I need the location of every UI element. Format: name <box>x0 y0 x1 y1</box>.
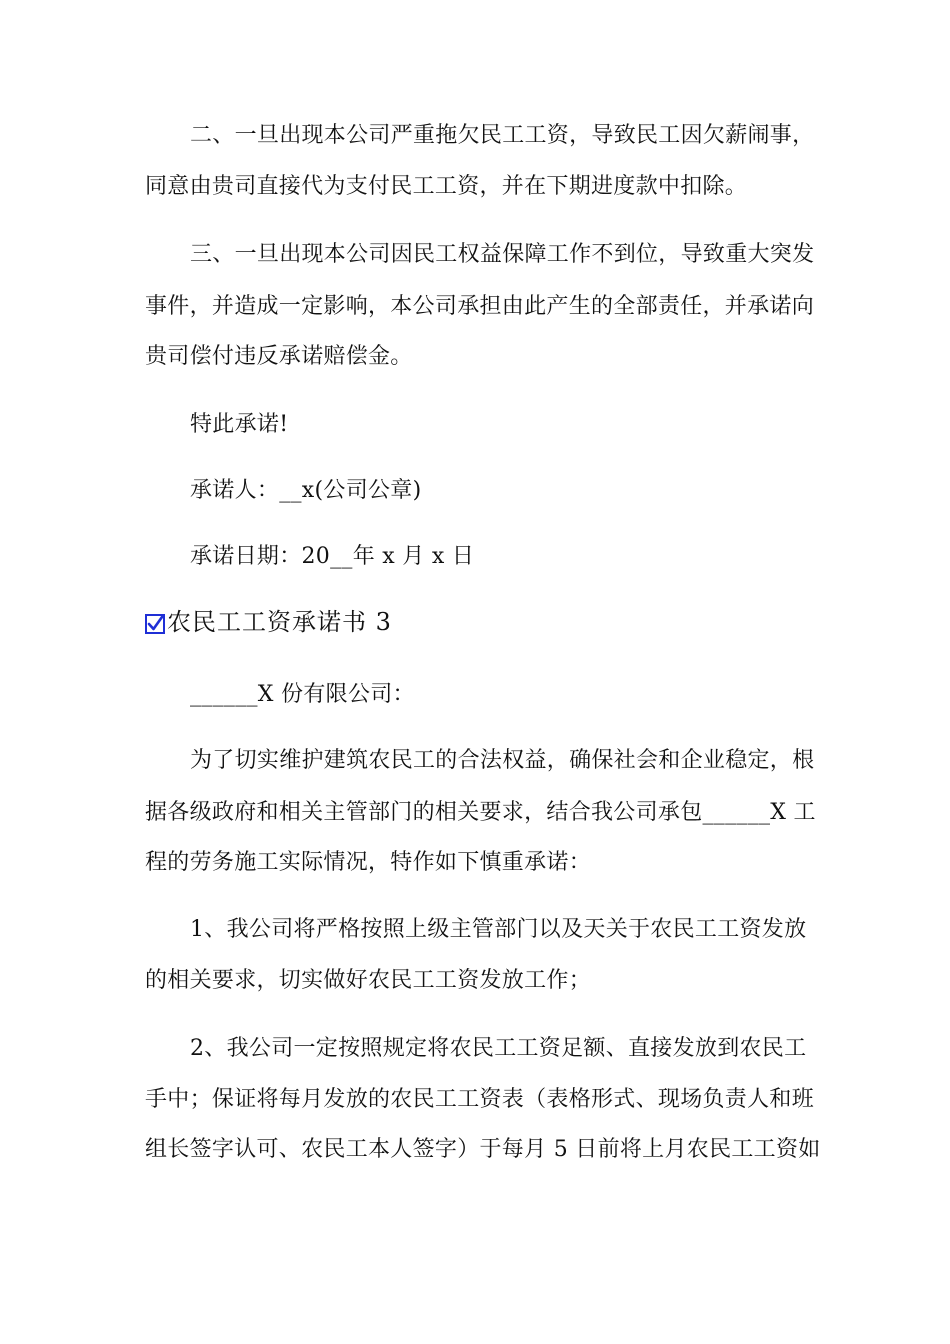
intro-line2: 据各级政府和相关主管部门的相关要求，结合我公司承包______X 工 <box>145 800 816 825</box>
para3-line3: 贵司偿付违反承诺赔偿金。 <box>145 344 413 369</box>
closing-text: 特此承诺! <box>190 412 289 437</box>
salutation-line: ______X 份有限公司： <box>190 682 415 707</box>
para2-line2: 同意由贵司直接代为支付民工工资，并在下期进度款中扣除。 <box>145 174 748 199</box>
para3-line1: 三、一旦出现本公司因民工权益保障工作不到位，导致重大突发 <box>190 242 815 267</box>
item1-line2: 的相关要求，切实做好农民工工资发放工作； <box>145 968 592 993</box>
item2-line2: 手中；保证将每月发放的农民工工资表（表格形式、现场负责人和班 <box>145 1087 815 1112</box>
intro-line1: 为了切实维护建筑农民工的合法权益，确保社会和企业稳定，根 <box>190 748 815 773</box>
checkbox-checked-icon <box>145 614 165 634</box>
section-title: 农民工工资承诺书 3 <box>167 608 392 636</box>
section-heading <box>145 606 392 638</box>
promisor-line: 承诺人：__x(公司公章) <box>190 478 422 503</box>
item1-line1: 1、我公司将严格按照上级主管部门以及天关于农民工工资发放 <box>190 917 807 942</box>
para3-line2: 事件，并造成一定影响，本公司承担由此产生的全部责任，并承诺向 <box>145 294 815 319</box>
para2-line1: 二、一旦出现本公司严重拖欠民工工资，导致民工因欠薪闹事， <box>190 123 815 148</box>
item2-line3: 组长签字认可、农民工本人签字）于每月 5 日前将上月农民工工资如 <box>145 1137 821 1162</box>
intro-line3: 程的劳务施工实际情况，特作如下慎重承诺： <box>145 850 592 875</box>
item2-line1: 2、我公司一定按照规定将农民工工资足额、直接发放到农民工 <box>190 1036 807 1061</box>
date-line: 承诺日期：20__年 x 月 x 日 <box>190 544 475 569</box>
